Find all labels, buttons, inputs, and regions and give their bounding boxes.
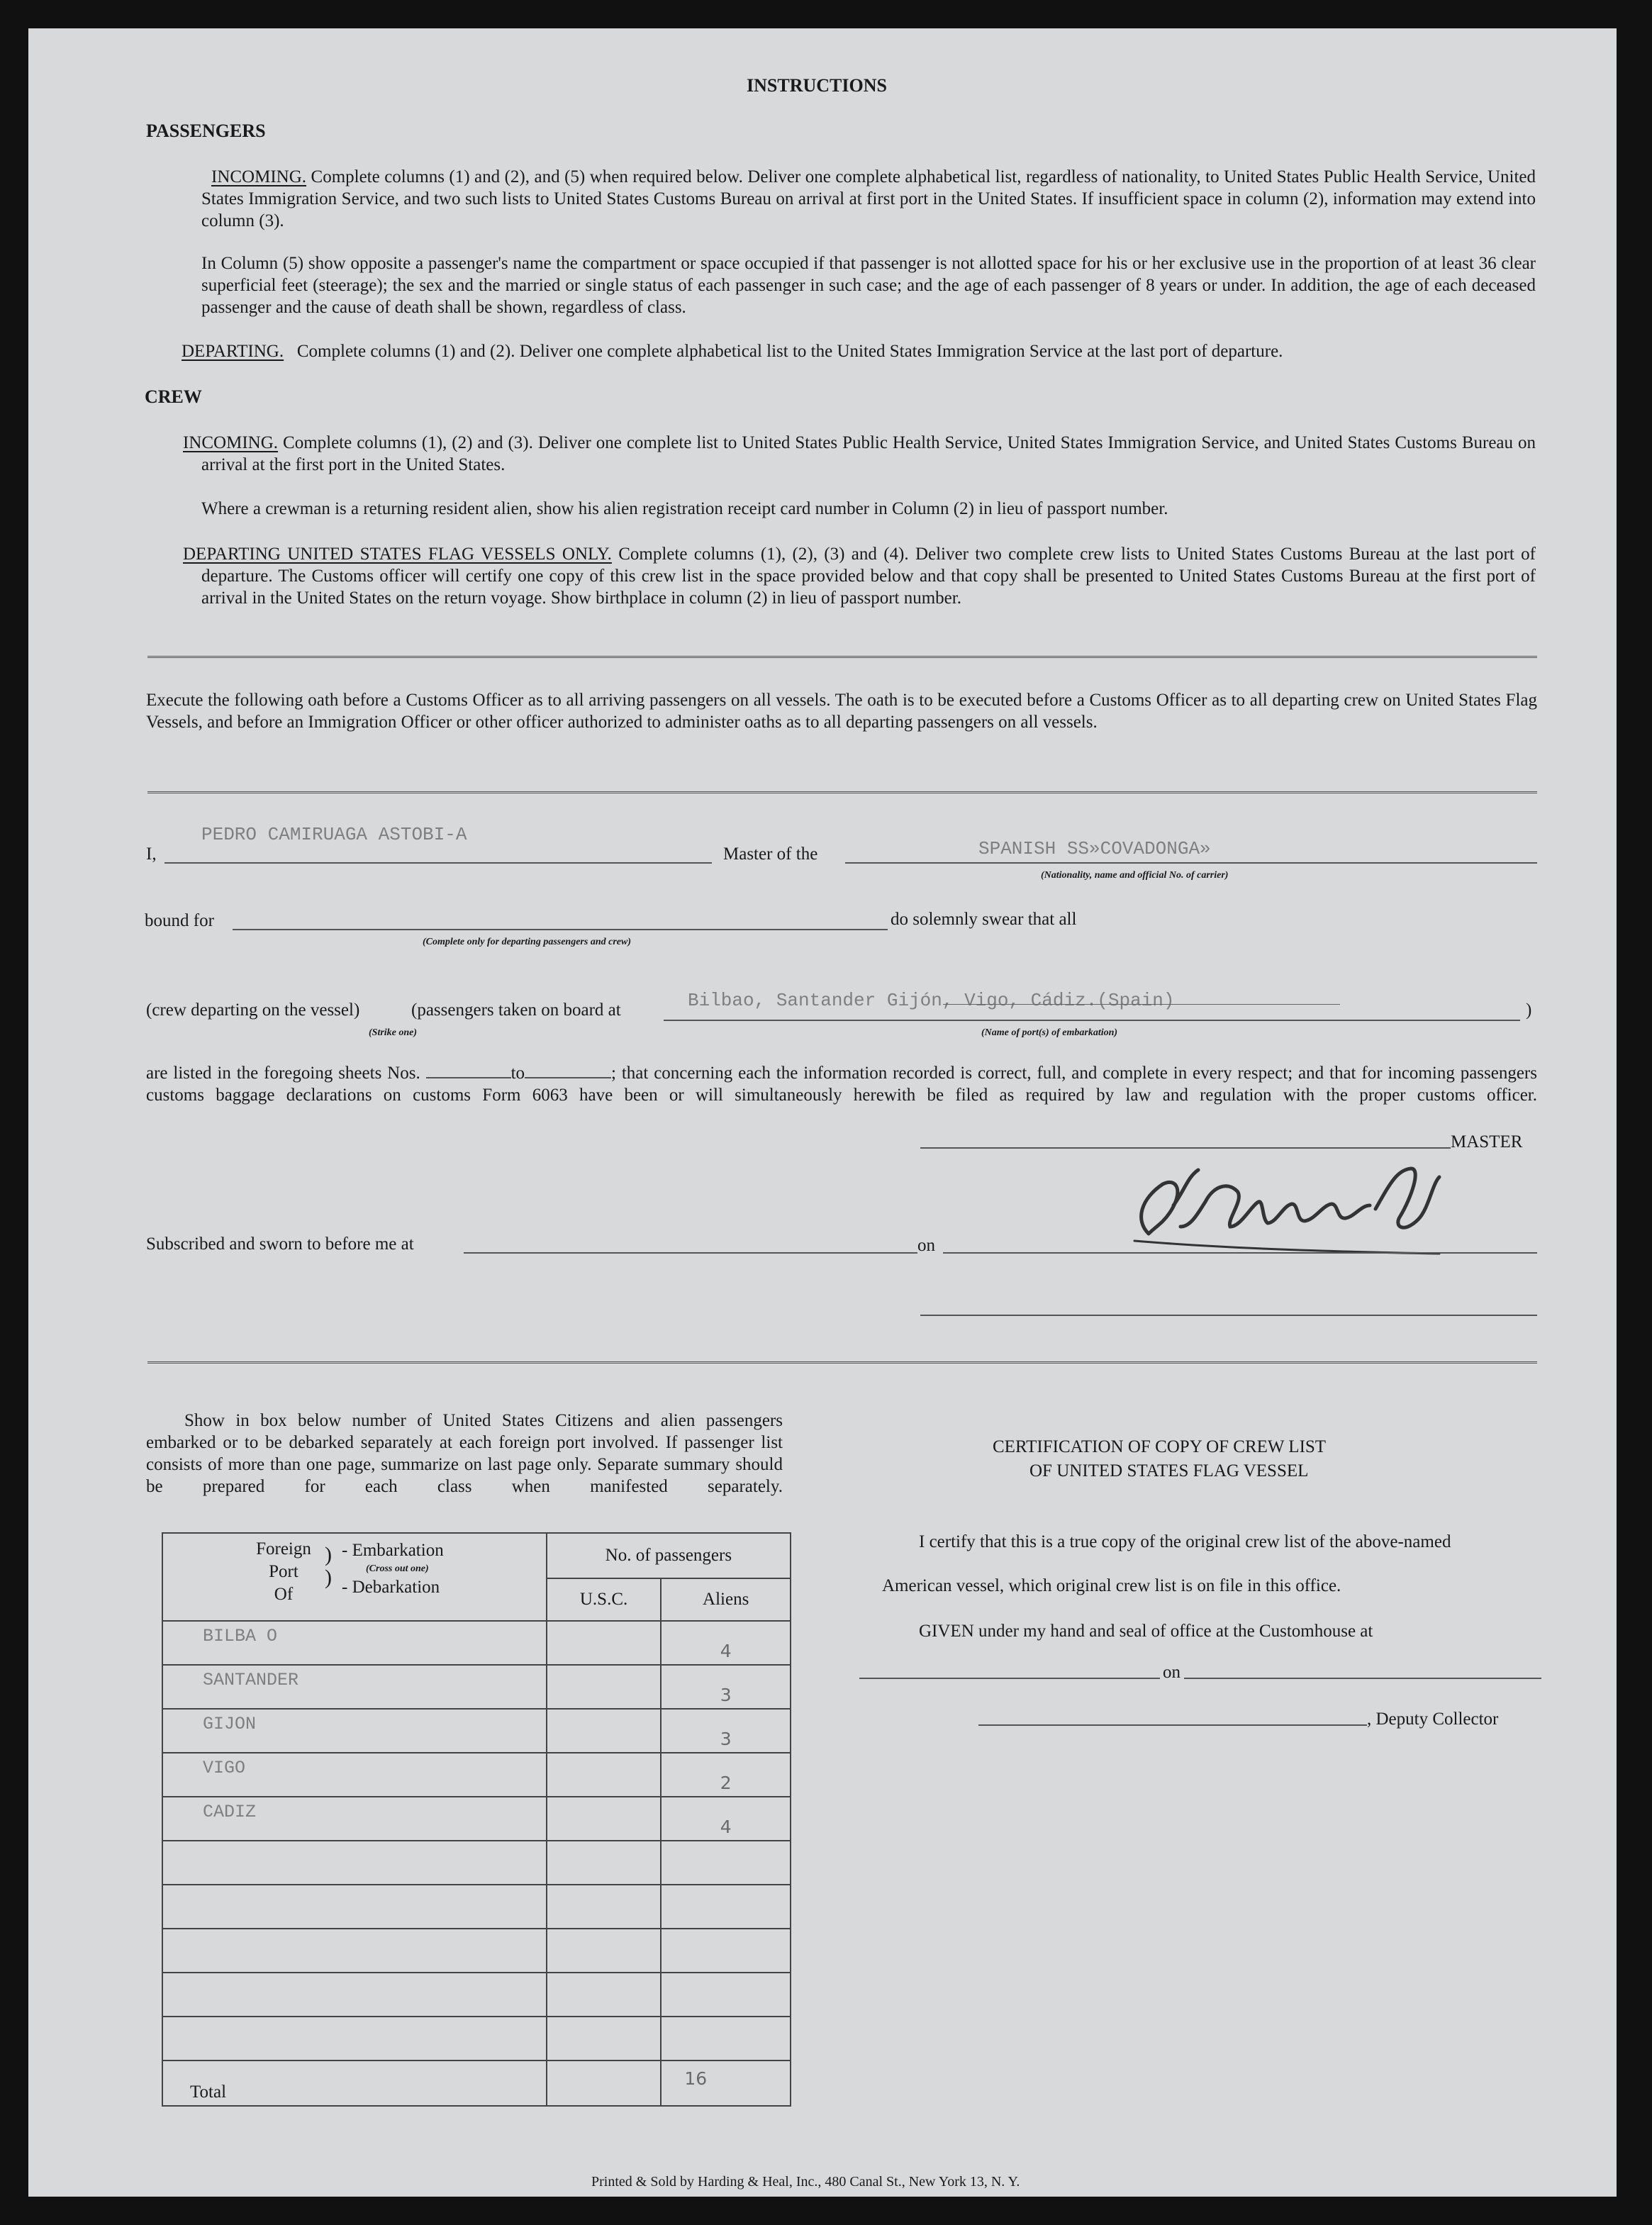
bound-for-line: [233, 929, 888, 930]
aliens-cell: 4: [661, 1797, 791, 1841]
aliens-cell: [661, 2017, 791, 2061]
crew-incoming-text: Complete columns (1), (2) and (3). Deliver one complete list to United States Public Health Service, United States Immigration Service, and United States Customs Bureau on arrival at the first port in the United States.: [201, 433, 1536, 474]
subscribed-label: Subscribed and sworn to before me at: [146, 1234, 414, 1254]
bound-for-caption: (Complete only for departing passengers and crew): [423, 937, 631, 947]
aliens-cell: 2: [661, 1753, 791, 1797]
vessel-value: SPANISH SS»COVADONGA»: [978, 838, 1211, 859]
usc-cell: [547, 1709, 662, 1753]
listed-text-b: ; that concerning each the information recorded is correct, full, and complete in every respect; and that for incoming passengers customs baggage declarations on customs Form 6063 have been or will simultaneously herewith be filed as required by law and regulation with the proper customs officer.: [146, 1064, 1537, 1105]
table-row: [162, 1709, 791, 1753]
aliens-header: Aliens: [661, 1578, 791, 1621]
usc-cell: [547, 1753, 662, 1797]
passengers-taken-option: (passengers taken on board at: [411, 1000, 621, 1020]
listed-paragraph: [146, 1062, 1537, 1128]
port-header-cell: Foreign Port Of ) ) - Embarkation (Cross out one) - Debarkation: [162, 1533, 547, 1621]
cross-out-caption: (Cross out one): [366, 1563, 429, 1574]
vessel-line: [845, 862, 1537, 864]
certification-line-1: I certify that this is a true copy of the original crew list of the above-named: [919, 1532, 1451, 1551]
usc-cell: [547, 1797, 662, 1841]
usc-header: U.S.C.: [547, 1578, 662, 1621]
table-row: [162, 1665, 791, 1709]
usc-cell: [547, 1929, 662, 1973]
aliens-cell: [661, 1973, 791, 2017]
passengers-incoming-label: INCOMING.: [211, 167, 307, 186]
embarkation-option: - Embarkation: [342, 1541, 444, 1560]
table-row: [162, 1973, 791, 2017]
crew-departing-option: (crew departing on the vessel): [146, 1000, 360, 1020]
master-of-label: Master of the: [723, 844, 818, 864]
passengers-incoming-text: Complete columns (1) and (2), and (5) when required below. Deliver one complete alphabetical list, regardless of nationality, to United States Public Health Service, United States Immigration Service, and two such lists to United States Customs Bureau on arrival at first port in the United States. If insufficient space in column (2), information may extend into column (3).: [201, 167, 1536, 230]
i-label: I,: [146, 844, 157, 864]
no-of-passengers-header: No. of passengers: [547, 1533, 791, 1578]
port-label: Port: [269, 1562, 298, 1581]
passengers-departing-text: Complete columns (1) and (2). Deliver one complete alphabetical list to the United States Immigration Service at the last port of departure.: [296, 342, 1283, 361]
listed-text-a: are listed in the foregoing sheets Nos.: [146, 1064, 420, 1083]
listed-to: to: [510, 1064, 525, 1083]
aliens-cell: [661, 1841, 791, 1885]
table-row: [162, 1753, 791, 1797]
certification-title-2: OF UNITED STATES FLAG VESSEL: [1029, 1461, 1309, 1480]
usc-cell: [547, 1665, 662, 1709]
port-cell: BILBA O: [162, 1621, 547, 1665]
certification-title-1: CERTIFICATION OF COPY OF CREW LIST: [993, 1437, 1327, 1456]
usc-cell: [547, 1885, 662, 1929]
column5-paragraph: In Column (5) show opposite a passenger's name the compartment or space occupied if that passenger is not allotted space for his or her exclusive use in the proportion of at least 36 clear superficial feet (steerage); the sex and the married or single status of each passenger in such case; and the age of each passenger of 8 years or under. In addition, the age of each deceased passenger and the cause of death shall be shown, regardless of class.: [201, 254, 1536, 317]
aliens-cell: [661, 1885, 791, 1929]
of-label: Of: [274, 1585, 294, 1604]
port-cell: CADIZ: [162, 1797, 547, 1841]
ports-value: Bilbao, Santander Gijón, Vigo, Cádiz.(Spain): [688, 990, 1175, 1011]
debarkation-option: - Debarkation: [342, 1578, 440, 1597]
passengers-incoming-paragraph: [201, 166, 1536, 232]
foreign-label: Foreign: [256, 1539, 311, 1558]
page-title: INSTRUCTIONS: [747, 75, 887, 96]
usc-cell: [547, 1973, 662, 2017]
crew-departing-paragraph: [183, 543, 1536, 609]
deputy-collector-label: , Deputy Collector: [1367, 1710, 1499, 1729]
total-label: Total: [162, 2061, 547, 2106]
table-row: [162, 1797, 791, 1841]
sheet-from-field[interactable]: [426, 1063, 511, 1078]
usc-cell: [547, 1621, 662, 1665]
vessel-caption: (Nationality, name and official No. of carrier): [1041, 870, 1229, 881]
bound-for-label: bound for: [145, 911, 214, 930]
usc-cell: [547, 2017, 662, 2061]
document-page: [28, 28, 1617, 2197]
port-cell: SANTANDER: [162, 1665, 547, 1709]
strike-one-caption: (Strike one): [369, 1027, 418, 1038]
crew-incoming-paragraph: [183, 432, 1536, 476]
crew-incoming-label: INCOMING.: [183, 433, 279, 452]
aliens-cell: 3: [661, 1665, 791, 1709]
passengers-heading: PASSENGERS: [146, 121, 266, 141]
total-row: [162, 2061, 791, 2106]
master-name-line: [164, 862, 712, 864]
summary-paragraph: Show in box below number of United States Citizens and alien passengers embarked or to be debarked separately at each foreign port involved. If passenger list consists of more than one page, summarize on last page only. Separate summary should be prepared for each class when manifested separately.: [146, 1411, 783, 1496]
port-cell: [162, 1885, 547, 1929]
passengers-departing-line: [182, 341, 1283, 362]
crew-departing-text: Complete columns (1), (2), (3) and (4). Deliver two complete crew lists to United States Customs Bureau at the last port of departure. The Customs officer will certify one copy of this crew list in the space provided below and that copy shall be presented to United States Customs Bureau at the first port of arrival in the United States on the return voyage. Show birthplace in column (2) in lieu of passport number.: [201, 545, 1536, 608]
aliens-cell: 3: [661, 1709, 791, 1753]
subscribed-place-line: [464, 1252, 917, 1254]
aliens-cell: [661, 1929, 791, 1973]
total-usc: [547, 2061, 662, 2106]
crew-heading: CREW: [145, 386, 202, 407]
certification-line-3: GIVEN under my hand and seal of office at the Customhouse at: [919, 1622, 1373, 1641]
embarkation-table: [162, 1532, 791, 2107]
crew-departing-label: DEPARTING UNITED STATES FLAG VESSELS ONLY.: [183, 545, 612, 564]
oath-intro: Execute the following oath before a Customs Officer as to all arriving passengers on all vessels. The oath is to be executed before a Customs Officer as to all departing crew on United States Flag Vessels, and before an Immigration Officer or other officer authorized to administer oaths as to all departing passengers on all vessels.: [146, 691, 1537, 732]
master-signature: [1106, 1134, 1475, 1255]
divider-3: [147, 1361, 1537, 1364]
ports-line: [664, 1020, 1520, 1021]
certification-on-label: on: [1163, 1663, 1181, 1682]
table-row: [162, 1929, 791, 1973]
master-label: MASTER: [1451, 1132, 1523, 1151]
master-name-value: PEDRO CAMIRUAGA ASTOBI‐A: [201, 824, 467, 845]
sheet-to-field[interactable]: [525, 1063, 611, 1078]
usc-cell: [547, 1841, 662, 1885]
passengers-departing-label: DEPARTING.: [182, 342, 284, 361]
deputy-collector-line: [978, 1724, 1367, 1726]
swear-text: do solemnly swear that all: [891, 910, 1077, 929]
table-row: [162, 1885, 791, 1929]
customhouse-date-line: [1184, 1678, 1541, 1679]
port-cell: GIJON: [162, 1709, 547, 1753]
ports-caption: (Name of port(s) of embarkation): [981, 1027, 1118, 1038]
divider-2: [147, 791, 1537, 793]
subscribed-date-line: [943, 1252, 1537, 1254]
printer-footer: Printed & Sold by Harding & Heal, Inc., 480 Canal St., New York 13, N. Y.: [591, 2174, 1020, 2190]
port-cell: [162, 1973, 547, 2017]
divider-1: [147, 656, 1537, 658]
certification-line-2: American vessel, which original crew list is on file in this office.: [882, 1576, 1341, 1595]
total-aliens: 16: [661, 2061, 791, 2106]
port-cell: [162, 1841, 547, 1885]
port-cell: [162, 2017, 547, 2061]
crew-resident-text: Where a crewman is a returning resident alien, show his alien registration receipt card number in Column (2) in lieu of passport number.: [201, 499, 1168, 518]
ports-strike: [943, 1004, 1340, 1005]
port-cell: VIGO: [162, 1753, 547, 1797]
aliens-cell: 4: [661, 1621, 791, 1665]
table-row: [162, 2017, 791, 2061]
port-cell: [162, 1929, 547, 1973]
table-row: [162, 1621, 791, 1665]
subscribed-on-label: on: [917, 1236, 935, 1255]
customhouse-place-line: [859, 1678, 1160, 1679]
officer-signature-line: [920, 1315, 1537, 1316]
table-row: [162, 1841, 791, 1885]
ports-close-paren: ): [1526, 1000, 1532, 1020]
